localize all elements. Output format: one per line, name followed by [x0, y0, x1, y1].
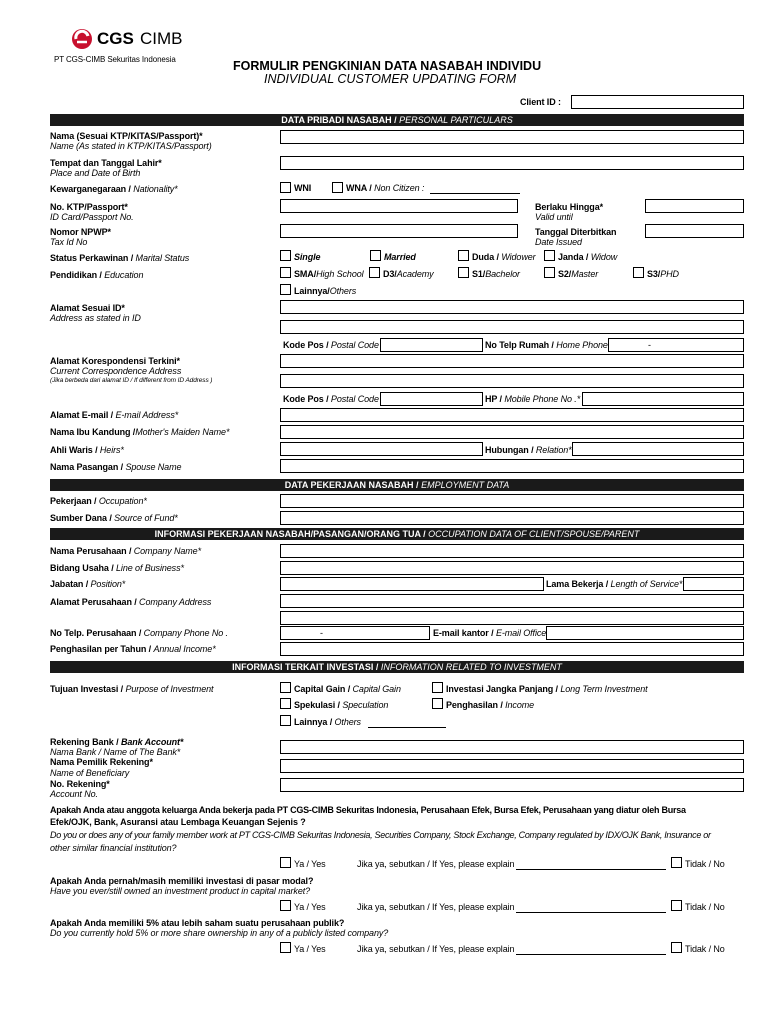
single-label: Single — [294, 252, 321, 262]
q2-yes-checkbox[interactable] — [280, 900, 291, 911]
account-no-label-en: Account No. — [50, 789, 98, 799]
address-input-1[interactable] — [280, 300, 744, 314]
purpose-label: Tujuan Investasi / Purpose of Investment — [50, 684, 214, 694]
q1-yes-checkbox[interactable] — [280, 857, 291, 868]
relation-label: Hubungan / Relation* — [485, 445, 572, 455]
question1-text-1: Apakah Anda atau anggota keluarga Anda bekerja pada PT CGS-CIMB Sekuritas Indonesia, Perusahaan Efek, Bursa Efek, Perusahaan yang diatur oleh Bursa — [50, 805, 686, 815]
wna-label: WNA / Non Citizen : — [346, 183, 425, 193]
corr-postal-label: Kode Pos / Postal Code — [283, 394, 379, 404]
bank-account-label: Rekening Bank / Bank Account* — [50, 737, 184, 747]
corr-address-note: (Jika berbeda dari alamat ID / If different from ID Address ) — [50, 377, 213, 384]
janda-label: Janda / Widow — [558, 252, 618, 262]
address-label: Alamat Sesuai ID* — [50, 303, 125, 313]
logo — [70, 26, 200, 52]
company-input[interactable] — [280, 544, 744, 558]
corr-address-label-en: Current Correspondence Address — [50, 366, 182, 376]
mobile-label: HP / Mobile Phone No .* — [485, 394, 581, 404]
duda-checkbox[interactable] — [458, 250, 469, 261]
mother-label: Nama Ibu Kandung /Mother's Maiden Name* — [50, 427, 230, 437]
mobile-input[interactable] — [582, 392, 744, 406]
fund-label: Sumber Dana / Source of Fund* — [50, 513, 178, 523]
ktp-input[interactable] — [280, 199, 518, 213]
q2-explain-label: Jika ya, sebutkan / If Yes, please explain — [357, 902, 515, 912]
q2-explain-line[interactable] — [516, 912, 666, 913]
spouse-label: Nama Pasangan / Spouse Name — [50, 462, 182, 472]
valid-label-en: Valid until — [535, 212, 573, 222]
s1-label: S1/Bachelor — [472, 269, 520, 279]
name-label-en: Name (As stated in KTP/KITAS/Passport) — [50, 141, 212, 151]
bank-name-label: Nama Bank / Name of The Bank* — [50, 747, 181, 757]
company-name: PT CGS-CIMB Sekuritas Indonesia — [54, 55, 176, 64]
duda-label: Duda / Widower — [472, 252, 536, 262]
other-education-checkbox[interactable] — [280, 284, 291, 295]
d3-checkbox[interactable] — [369, 267, 380, 278]
section-personal-header: DATA PRIBADI NASABAH / PERSONAL PARTICULARS — [50, 114, 744, 126]
birth-label: Tempat dan Tanggal Lahir* — [50, 158, 162, 168]
section-employment-header: DATA PEKERJAAN NASABAH / EMPLOYMENT DATA — [50, 479, 744, 491]
owner-input[interactable] — [280, 759, 744, 773]
q1-no-checkbox[interactable] — [671, 857, 682, 868]
npwp-input[interactable] — [280, 224, 518, 238]
form-subtitle: INDIVIDUAL CUSTOMER UPDATING FORM — [264, 72, 517, 86]
wna-checkbox[interactable] — [332, 182, 343, 193]
client-id-input[interactable] — [571, 95, 744, 109]
other-purpose-checkbox[interactable] — [280, 715, 291, 726]
length-label: Lama Bekerja / Length of Service* — [546, 579, 683, 589]
other-purpose-line[interactable] — [368, 727, 446, 728]
logo-icon — [70, 27, 94, 51]
s3-checkbox[interactable] — [633, 267, 644, 278]
capital-gain-checkbox[interactable] — [280, 682, 291, 693]
question3-text: Apakah Anda memiliki 5% atau lebih saham suatu perusahaan publik? — [50, 918, 345, 928]
q3-yes-label: Ya / Yes — [294, 944, 326, 954]
company-phone-input[interactable] — [280, 626, 430, 640]
married-label: Married — [384, 252, 416, 262]
account-no-label: No. Rekening* — [50, 779, 110, 789]
section-investment-header: INFORMASI TERKAIT INVESTASI / INFORMATION RELATED TO INVESTMENT — [50, 661, 744, 673]
birth-input[interactable] — [280, 156, 744, 170]
npwp-label-en: Tax Id No — [50, 237, 88, 247]
income-label: Penghasilan per Tahun / Annual Income* — [50, 644, 216, 654]
postal-label: Kode Pos / Postal Code — [283, 340, 379, 350]
mother-input[interactable] — [280, 425, 744, 439]
question2-en: Have you ever/still owned an investment product in capital market? — [50, 886, 311, 896]
q3-no-label: Tidak / No — [685, 944, 725, 954]
home-phone-label: No Telp Rumah / Home Phone — [485, 340, 608, 350]
logo-text-bold: CGS — [97, 29, 134, 48]
sma-label: SMA/High School — [294, 269, 364, 279]
beneficiary-label: Name of Beneficiary — [50, 768, 130, 778]
company-label: Nama Perusahaan / Company Name* — [50, 546, 201, 556]
birth-label-en: Place and Date of Birth — [50, 168, 141, 178]
janda-checkbox[interactable] — [544, 250, 555, 261]
speculation-checkbox[interactable] — [280, 698, 291, 709]
wni-label: WNI — [294, 183, 312, 193]
q3-explain-label: Jika ya, sebutkan / If Yes, please explain — [357, 944, 515, 954]
name-input[interactable] — [280, 130, 744, 144]
form-title: FORMULIR PENGKINIAN DATA NASABAH INDIVIDU — [233, 59, 542, 73]
office-email-input[interactable] — [546, 626, 744, 640]
ktp-label: No. KTP/Passport* — [50, 202, 128, 212]
q1-explain-line[interactable] — [516, 869, 666, 870]
bank-name-input[interactable] — [280, 740, 744, 754]
wni-checkbox[interactable] — [280, 182, 291, 193]
length-input[interactable] — [683, 577, 744, 591]
owner-label: Nama Pemilik Rekening* — [50, 757, 153, 767]
s2-checkbox[interactable] — [544, 267, 555, 278]
q2-no-label: Tidak / No — [685, 902, 725, 912]
q1-explain-label: Jika ya, sebutkan / If Yes, please explain — [357, 859, 515, 869]
q3-explain-line[interactable] — [516, 954, 666, 955]
address-label-en: Address as stated in ID — [50, 313, 141, 323]
spouse-input[interactable] — [280, 459, 744, 473]
income-option-label: Penghasilan / Income — [446, 700, 535, 710]
q1-no-label: Tidak / No — [685, 859, 725, 869]
income-option-checkbox[interactable] — [432, 698, 443, 709]
single-checkbox[interactable] — [280, 250, 291, 261]
job-label: Pekerjaan / Occupation* — [50, 496, 147, 506]
name-label: Nama (Sesuai KTP/KITAS/Passport)* — [50, 131, 203, 141]
section-occupation-header: INFORMASI PEKERJAAN NASABAH/PASANGAN/ORANG TUA / OCCUPATION DATA OF CLIENT/SPOUSE/PARENT — [50, 528, 744, 540]
company-phone-dash: - — [320, 628, 323, 638]
heirs-input[interactable] — [280, 442, 483, 456]
home-phone-dash: - — [648, 340, 651, 350]
q3-yes-checkbox[interactable] — [280, 942, 291, 953]
business-input[interactable] — [280, 561, 744, 575]
question1-en-2: other similar financial institution? — [50, 843, 177, 853]
fund-input[interactable] — [280, 511, 744, 525]
d3-label: D3/Academy — [383, 269, 434, 279]
valid-input[interactable] — [645, 199, 744, 213]
email-label: Alamat E-mail / E-mail Address* — [50, 410, 179, 420]
corr-address-input-1[interactable] — [280, 354, 744, 368]
s2-label: S2/Master — [558, 269, 599, 279]
issued-input[interactable] — [645, 224, 744, 238]
account-no-input[interactable] — [280, 778, 744, 792]
job-input[interactable] — [280, 494, 744, 508]
company-address-input-1[interactable] — [280, 594, 744, 608]
s1-checkbox[interactable] — [458, 267, 469, 278]
question3-en: Do you currently hold 5% or more share ownership in any of a publicly listed company? — [50, 928, 389, 938]
q2-yes-label: Ya / Yes — [294, 902, 326, 912]
corr-address-label: Alamat Korespondensi Terkini* — [50, 356, 180, 366]
marital-label: Status Perkawinan / Marital Status — [50, 253, 190, 263]
heirs-label: Ahli Waris / Heirs* — [50, 445, 124, 455]
education-label: Pendidikan / Education — [50, 270, 144, 280]
q1-yes-label: Ya / Yes — [294, 859, 326, 869]
postal-input[interactable] — [380, 338, 483, 352]
valid-label: Berlaku Hingga* — [535, 202, 604, 212]
wna-input-line[interactable] — [430, 193, 520, 194]
ktp-label-en: ID Card/Passport No. — [50, 212, 134, 222]
position-input[interactable] — [280, 577, 544, 591]
relation-input[interactable] — [572, 442, 744, 456]
npwp-label: Nomor NPWP* — [50, 227, 111, 237]
speculation-label: Spekulasi / Speculation — [294, 700, 389, 710]
long-term-label: Investasi Jangka Panjang / Long Term Investment — [446, 684, 648, 694]
sma-checkbox[interactable] — [280, 267, 291, 278]
question1-text-2: Efek/OJK, Bank, Asuransi atau Lembaga Keuangan Sejenis ? — [50, 817, 306, 827]
q2-no-checkbox[interactable] — [671, 900, 682, 911]
corr-postal-input[interactable] — [380, 392, 483, 406]
s3-label: S3/PHD — [647, 269, 679, 279]
nationality-label: Kewarganegaraan / Nationality* — [50, 184, 178, 194]
logo-text-light: CIMB — [140, 29, 183, 48]
address-input-2[interactable] — [280, 320, 744, 334]
office-email-label: E-mail kantor / E-mail Office — [433, 628, 547, 638]
other-education-label: Lainnya/Others — [294, 286, 357, 296]
company-address-label: Alamat Perusahaan / Company Address — [50, 597, 212, 607]
business-label: Bidang Usaha / Line of Business* — [50, 563, 184, 573]
client-id-label: Client ID : — [520, 97, 561, 107]
q3-no-checkbox[interactable] — [671, 942, 682, 953]
income-input[interactable] — [280, 642, 744, 656]
issued-label-en: Date Issued — [535, 237, 582, 247]
company-phone-label: No Telp. Perusahaan / Company Phone No . — [50, 628, 228, 638]
other-purpose-label: Lainnya / Others — [294, 717, 361, 727]
married-checkbox[interactable] — [370, 250, 381, 261]
capital-gain-label: Capital Gain / Capital Gain — [294, 684, 401, 694]
position-label: Jabatan / Position* — [50, 579, 126, 589]
question2-text: Apakah Anda pernah/masih memiliki investasi di pasar modal? — [50, 876, 314, 886]
corr-address-input-2[interactable] — [280, 374, 744, 388]
company-address-input-2[interactable] — [280, 611, 744, 625]
question1-en-1: Do you or does any of your family member work at PT CGS-CIMB Sekuritas Indonesia, Securities Company, Stock Exchange, Company regulated by IDX/OJK Bank, Insurance or — [50, 830, 711, 840]
issued-label: Tanggal Diterbitkan — [535, 227, 617, 237]
home-phone-input[interactable] — [608, 338, 744, 352]
email-input[interactable] — [280, 408, 744, 422]
long-term-checkbox[interactable] — [432, 682, 443, 693]
